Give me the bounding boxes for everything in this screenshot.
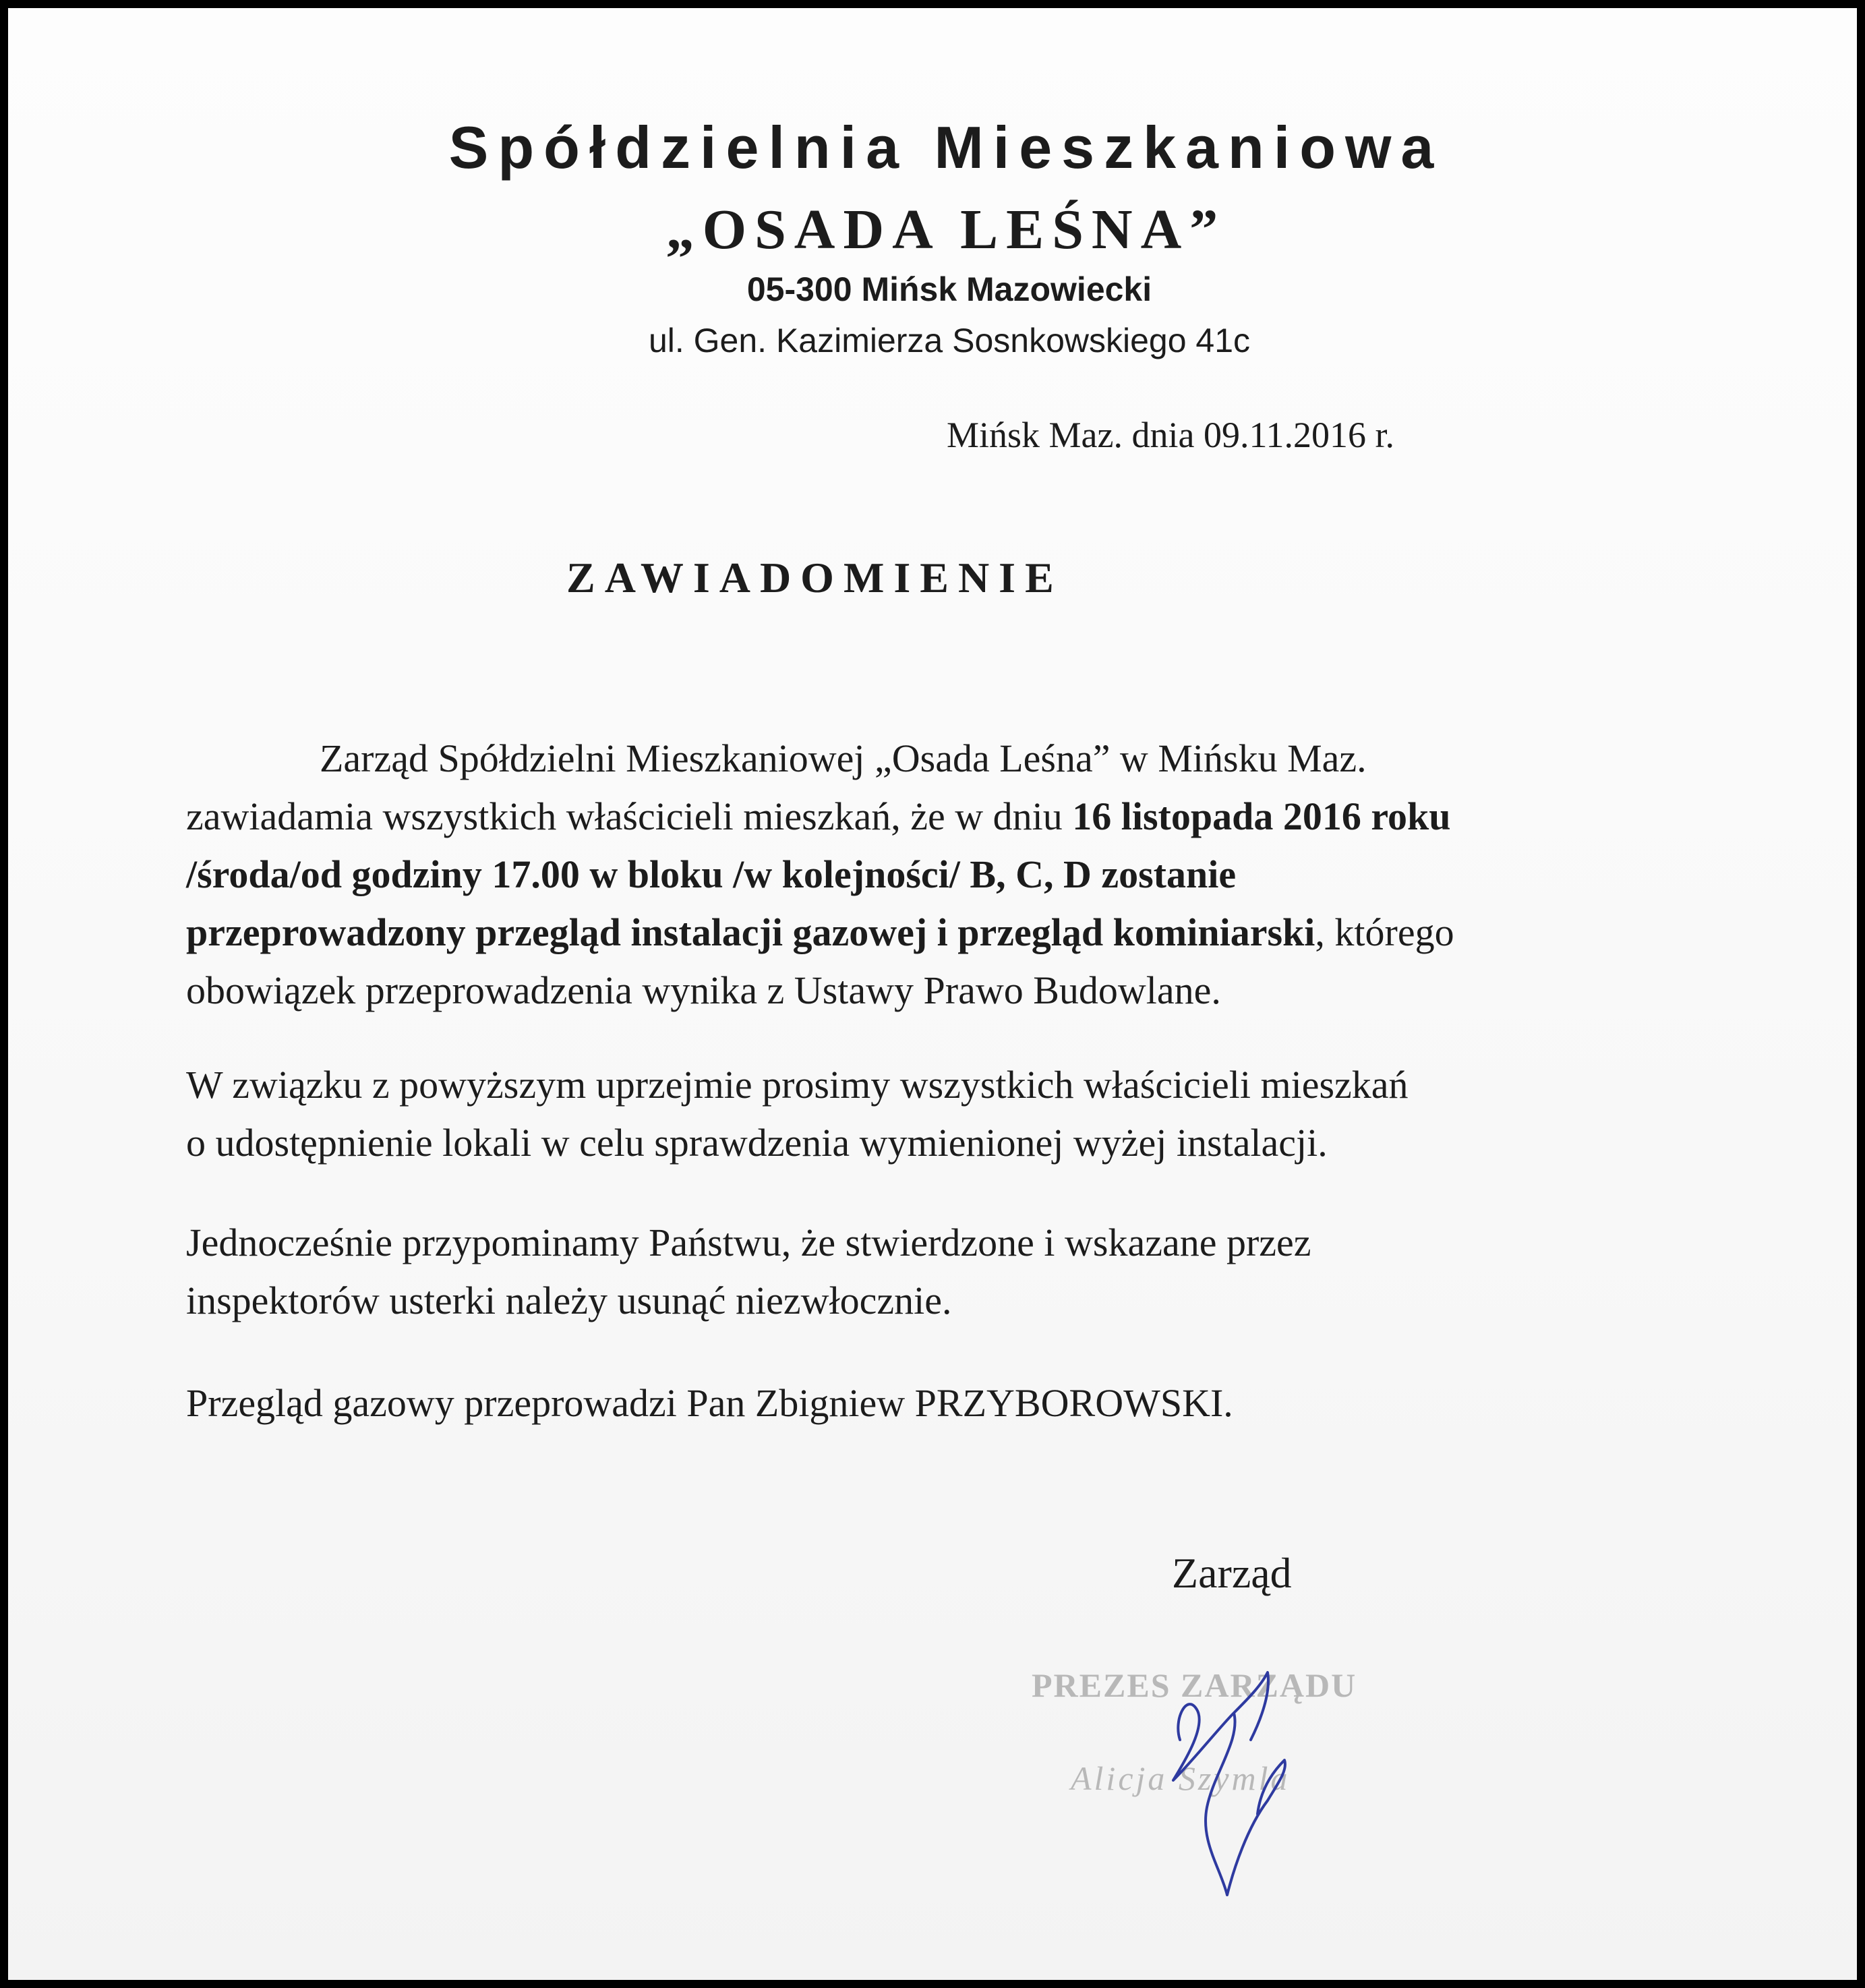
organization-city: 05-300 Mińsk Mazowiecki (746, 270, 1152, 308)
paragraph-4-line-1: Przegląd gazowy przeprowadzi Pan Zbigniew PRZYBOROWSKI. (186, 1381, 1233, 1425)
paragraph-2-line-2: o udostępnienie lokali w celu sprawdzenia wymienionej wyżej instalacji. (186, 1121, 1328, 1165)
paragraph-1-inspection-emphasis: przeprowadzony przegląd instalacji gazowej i przegląd kominiarski (186, 910, 1315, 954)
paragraph-4 (186, 1374, 1696, 1432)
paragraph-2-line-1: W związku z powyższym uprzejmie prosimy wszystkich właścicieli mieszkań (186, 1063, 1409, 1107)
paragraph-2 (186, 1056, 1696, 1172)
organization-street: ul. Gen. Kazimierza Sosnkowskiego 41c (648, 322, 1251, 359)
organization-subtitle: „OSADA LEŚNA” (665, 198, 1226, 261)
paragraph-1-date-emphasis: 16 listopada 2016 roku (1072, 794, 1451, 838)
document-title: ZAWIADOMIENIE (566, 554, 1063, 602)
closing-signoff: Zarząd (1172, 1549, 1292, 1597)
stamp-name: Alicja Szymla (1071, 1759, 1291, 1797)
paragraph-1 (186, 730, 1696, 1020)
paragraph-3-line-2: inspektorów usterki należy usunąć niezwłocznie. (186, 1279, 952, 1322)
organization-name: Spółdzielnia Mieszkaniowa (448, 114, 1444, 181)
handwritten-signature (1133, 1645, 1308, 1915)
paragraph-3 (186, 1214, 1696, 1330)
stamp-title: PREZES ZARZĄDU (1032, 1666, 1357, 1704)
paragraph-1-line-4 (186, 904, 1696, 962)
paragraph-1-line-2-text: zawiadamia wszystkich właścicieli mieszkań, że w dniu (186, 794, 1073, 838)
paragraph-1-line-3: /środa/od godziny 17.00 w bloku /w kolejności/ B, C, D zostanie (186, 852, 1237, 896)
paragraph-1-line-4-tail: , którego (1315, 910, 1454, 954)
paragraph-3-line-1: Jednocześnie przypominamy Państwu, że stwierdzone i wskazane przez (186, 1221, 1311, 1264)
document-date: Mińsk Maz. dnia 09.11.2016 r. (947, 415, 1394, 455)
paragraph-1-line-5: obowiązek przeprowadzenia wynika z Ustawy Prawo Budowlane. (186, 968, 1221, 1012)
paragraph-1-line-2 (186, 788, 1696, 846)
paragraph-1-line-1: Zarząd Spółdzielni Mieszkaniowej „Osada Leśna” w Mińsku Maz. (320, 736, 1367, 780)
